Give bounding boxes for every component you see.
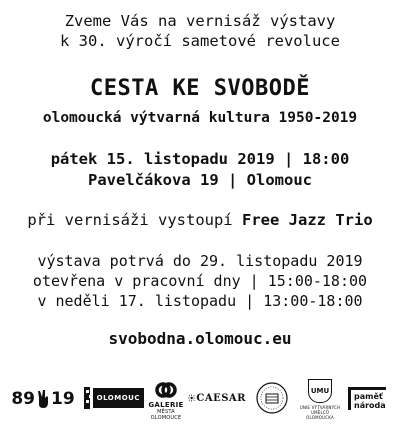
schedule-weekdays: otevřena v pracovní dny | 15:00-18:00 [32,272,368,290]
galerie-emblem-icon [155,379,177,401]
pamet-label: paměť [354,391,383,401]
performance-line [0,211,400,229]
umu-sublabel: UNIE VÝTVARNÝCH UMĚLCŮ OLOMOUCKA [299,404,341,420]
logo-galerie [146,378,186,422]
schedule-until: výstava potrvá do 29. listopadu 2019 [37,252,363,270]
peace-hand-icon [36,389,50,409]
logo-19-text: 19 [51,389,75,409]
logo-seal [254,380,290,416]
logo-pamet-naroda [348,384,392,412]
logo-89-19 [8,384,78,414]
naroda-label: národa [354,400,386,410]
umu-label: UMU [308,379,332,403]
exhibition-subtitle: olomoucká výtvarná kultura 1950-2019 [42,110,358,126]
caesar-sun-icon [188,392,195,404]
galerie-label: GALERIE [148,401,184,409]
schedule-sunday: v neděli 17. listopadu | 13:00-18:00 [37,292,363,310]
caesar-label: CAESAR [196,392,246,404]
opening-date-time: pátek 15. listopadu 2019 | 18:00 [50,150,350,168]
website-link[interactable]: svobodna.olomouc.eu [108,329,292,348]
seal-emblem-icon [256,382,288,414]
invitation-line-2: k 30. výročí sametové revoluce [60,32,340,50]
olomouc-emblem-icon [84,387,90,409]
olomouc-label: OLOMOUC [93,388,144,408]
logo-caesar [188,386,246,410]
exhibition-title: CESTA KE SVOBODĚ [90,76,310,101]
performer-name: Free Jazz Trio [242,211,373,229]
logo-umu [298,376,342,422]
opening-place: Pavelčákova 19 | Olomouc [88,171,312,189]
galerie-sublabel: MĚSTA OLOMOUCE [150,409,182,421]
invitation-line-1: Zveme Vás na vernisáž výstavy [64,12,336,30]
logo-olomouc [84,386,144,410]
partner-logos [0,376,400,426]
logo-89-text: 89 [11,389,35,409]
performance-prefix: při vernisáži vystoupí [27,211,233,229]
pamet-naroda-mark [348,387,386,410]
